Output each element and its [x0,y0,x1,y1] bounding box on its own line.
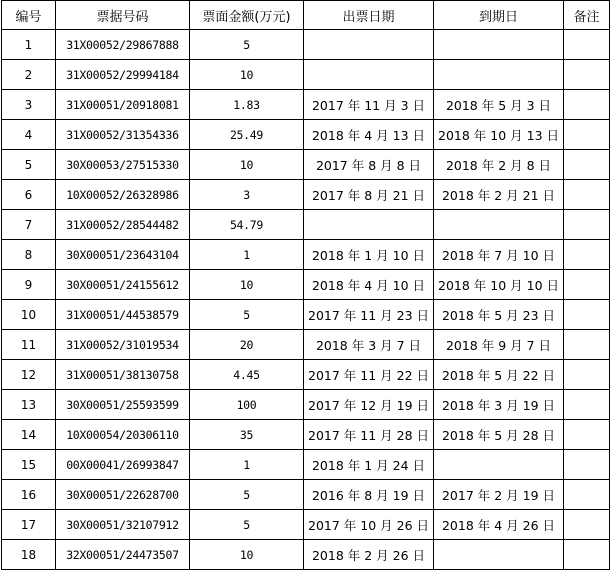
table-row [2,210,610,240]
cell-face-amount: 35 [190,420,304,450]
table-row [2,450,610,480]
cell-remarks [564,60,610,90]
cell-face-amount: 10 [190,60,304,90]
cell-issue-date: 2017 年 11 月 3 日 [304,90,434,120]
cell-bill-number: 30X00051/25593599 [56,390,190,420]
cell-row-number: 10 [2,300,56,330]
cell-due-date: 2018 年 2 月 8 日 [434,150,564,180]
cell-issue-date: 2017 年 8 月 8 日 [304,150,434,180]
cell-face-amount: 100 [190,390,304,420]
table-row [2,270,610,300]
cell-face-amount: 3 [190,180,304,210]
header-cell-remarks: 备注 [564,1,610,30]
cell-bill-number: 31X00052/29994184 [56,60,190,90]
cell-issue-date: 2018 年 4 月 13 日 [304,120,434,150]
cell-row-number: 4 [2,120,56,150]
cell-bill-number: 31X00052/28544482 [56,210,190,240]
cell-row-number: 15 [2,450,56,480]
cell-bill-number: 30X00051/32107912 [56,510,190,540]
cell-face-amount: 10 [190,540,304,570]
table-row [2,390,610,420]
cell-due-date [434,540,564,570]
header-cell-due-date: 到期日 [434,1,564,30]
cell-face-amount: 5 [190,510,304,540]
cell-row-number: 8 [2,240,56,270]
cell-due-date: 2017 年 2 月 19 日 [434,480,564,510]
cell-row-number: 18 [2,540,56,570]
cell-face-amount: 10 [190,150,304,180]
cell-issue-date [304,60,434,90]
cell-bill-number: 32X00051/24473507 [56,540,190,570]
table-row [2,150,610,180]
cell-bill-number: 31X00051/44538579 [56,300,190,330]
cell-row-number: 2 [2,60,56,90]
cell-due-date: 2018 年 2 月 21 日 [434,180,564,210]
cell-issue-date: 2018 年 3 月 7 日 [304,330,434,360]
cell-issue-date: 2017 年 11 月 28 日 [304,420,434,450]
table-row [2,180,610,210]
cell-face-amount: 54.79 [190,210,304,240]
cell-remarks [564,150,610,180]
table-row [2,90,610,120]
cell-issue-date: 2017 年 11 月 23 日 [304,300,434,330]
cell-due-date: 2018 年 5 月 22 日 [434,360,564,390]
cell-remarks [564,480,610,510]
cell-row-number: 6 [2,180,56,210]
cell-bill-number: 10X00054/20306110 [56,420,190,450]
cell-row-number: 9 [2,270,56,300]
cell-remarks [564,450,610,480]
cell-due-date: 2018 年 5 月 28 日 [434,420,564,450]
cell-due-date: 2018 年 10 月 13 日 [434,120,564,150]
cell-issue-date: 2017 年 12 月 19 日 [304,390,434,420]
header-cell-bill-number: 票据号码 [56,1,190,30]
cell-bill-number: 31X00052/29867888 [56,30,190,60]
cell-issue-date: 2016 年 8 月 19 日 [304,480,434,510]
cell-bill-number: 30X00053/27515330 [56,150,190,180]
cell-due-date: 2018 年 3 月 19 日 [434,390,564,420]
bill-table [1,0,610,570]
cell-remarks [564,180,610,210]
cell-row-number: 11 [2,330,56,360]
cell-row-number: 1 [2,30,56,60]
header-cell-face-amount: 票面金额(万元) [190,1,304,30]
table-row [2,330,610,360]
cell-issue-date [304,210,434,240]
cell-due-date [434,60,564,90]
cell-bill-number: 30X00051/23643104 [56,240,190,270]
cell-bill-number: 31X00051/38130758 [56,360,190,390]
cell-issue-date: 2017 年 10 月 26 日 [304,510,434,540]
cell-issue-date: 2018 年 4 月 10 日 [304,270,434,300]
header-cell-issue-date: 出票日期 [304,1,434,30]
cell-due-date: 2018 年 7 月 10 日 [434,240,564,270]
table-row [2,30,610,60]
header-row [2,1,610,30]
header-cell-number: 编号 [2,1,56,30]
cell-bill-number: 30X00051/22628700 [56,480,190,510]
table-row [2,300,610,330]
cell-remarks [564,330,610,360]
cell-face-amount: 5 [190,30,304,60]
cell-remarks [564,510,610,540]
cell-face-amount: 1 [190,240,304,270]
table-row [2,480,610,510]
table-row [2,120,610,150]
cell-row-number: 16 [2,480,56,510]
table-row [2,360,610,390]
cell-face-amount: 5 [190,300,304,330]
cell-remarks [564,270,610,300]
cell-due-date: 2018 年 5 月 23 日 [434,300,564,330]
cell-remarks [564,90,610,120]
cell-due-date: 2018 年 5 月 3 日 [434,90,564,120]
cell-due-date: 2018 年 4 月 26 日 [434,510,564,540]
cell-bill-number: 31X00052/31354336 [56,120,190,150]
cell-remarks [564,210,610,240]
cell-due-date [434,450,564,480]
cell-row-number: 17 [2,510,56,540]
cell-row-number: 3 [2,90,56,120]
cell-issue-date: 2018 年 2 月 26 日 [304,540,434,570]
cell-face-amount: 20 [190,330,304,360]
cell-face-amount: 4.45 [190,360,304,390]
cell-due-date [434,210,564,240]
cell-bill-number: 10X00052/26328986 [56,180,190,210]
cell-issue-date: 2018 年 1 月 24 日 [304,450,434,480]
cell-remarks [564,540,610,570]
cell-face-amount: 25.49 [190,120,304,150]
cell-remarks [564,420,610,450]
cell-issue-date: 2018 年 1 月 10 日 [304,240,434,270]
cell-row-number: 14 [2,420,56,450]
cell-row-number: 12 [2,360,56,390]
cell-row-number: 13 [2,390,56,420]
cell-row-number: 7 [2,210,56,240]
cell-face-amount: 5 [190,480,304,510]
cell-bill-number: 31X00052/31019534 [56,330,190,360]
cell-remarks [564,30,610,60]
cell-bill-number: 30X00051/24155612 [56,270,190,300]
cell-due-date: 2018 年 9 月 7 日 [434,330,564,360]
cell-face-amount: 1 [190,450,304,480]
table-row [2,540,610,570]
cell-remarks [564,300,610,330]
cell-bill-number: 31X00051/20918081 [56,90,190,120]
cell-due-date [434,30,564,60]
table-row [2,510,610,540]
table-row [2,60,610,90]
cell-face-amount: 10 [190,270,304,300]
cell-remarks [564,120,610,150]
cell-remarks [564,360,610,390]
cell-issue-date [304,30,434,60]
table-row [2,240,610,270]
cell-face-amount: 1.83 [190,90,304,120]
cell-issue-date: 2017 年 8 月 21 日 [304,180,434,210]
cell-due-date: 2018 年 10 月 10 日 [434,270,564,300]
cell-remarks [564,240,610,270]
cell-row-number: 5 [2,150,56,180]
table-row [2,420,610,450]
cell-issue-date: 2017 年 11 月 22 日 [304,360,434,390]
cell-remarks [564,390,610,420]
cell-bill-number: 00X00041/26993847 [56,450,190,480]
